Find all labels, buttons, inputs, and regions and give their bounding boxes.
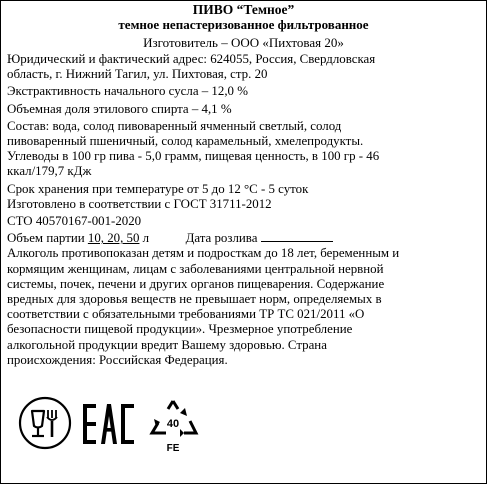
batch-prefix: Объем партии bbox=[7, 231, 88, 246]
warning-line-7: алкогольной продукции вредит Вашему здоровью. Страна bbox=[7, 337, 327, 352]
address-line-1: Юридический и фактический адрес: 624055, Россия, Свердловская bbox=[7, 52, 376, 66]
eac-mark-icon bbox=[81, 401, 137, 447]
bottling-date-label: Дата розлива bbox=[185, 231, 258, 246]
sto-code: СТО 40570167-001-2020 bbox=[7, 214, 142, 229]
composition-line-1: Состав: вода, солод пивоваренный ячменный светлый, солод bbox=[7, 118, 342, 133]
recycle-code: 40 bbox=[166, 418, 180, 430]
recycle-material: FE bbox=[166, 443, 180, 454]
product-title: ПИВО “Темное” bbox=[192, 2, 295, 17]
nutrition-line-1: Углеводы в 100 гр пива - 5,0 грамм, пищевая ценность, в 100 гр - 46 bbox=[7, 149, 380, 164]
warning-line-6: безопасности пищевой продукции». Чрезмерное употребление bbox=[7, 322, 353, 337]
batch-unit: л bbox=[139, 231, 150, 246]
warning-line-1: Алкоголь противопоказан детям и подросткам до 18 лет, беременным и bbox=[7, 246, 400, 261]
warning-line-2: кормящим женщинам, лицам с заболеваниями центральной нервной bbox=[7, 261, 384, 276]
recycle-icon bbox=[144, 395, 202, 459]
standard: Изготовлено в соответствии с ГОСТ 31711-2012 bbox=[7, 196, 272, 211]
composition-line-2: пивоваренный пшеничный, солод карамельный, хмелепродукты. bbox=[7, 134, 364, 149]
product-subtitle: темное непастеризованное фильтрованное bbox=[118, 17, 369, 32]
extractivity: Экстрактивность начального сусла – 12,0 % bbox=[7, 84, 248, 99]
warning-line-8: происхождения: Российская Федерация. bbox=[7, 352, 228, 367]
warning-line-4: вредных для здоровья веществ не превышает норм, определяемых в bbox=[7, 292, 382, 307]
shelf-life: Срок хранения при температуре от 5 до 12 °С - 5 суток bbox=[7, 181, 309, 196]
batch-line bbox=[7, 231, 483, 246]
address-line-2: область, г. Нижний Тагил, ул. Пихтовая, стр. 20 bbox=[7, 67, 268, 82]
warning-line-5: соответствии с обязательными требованиями ТР ТС 021/2011 «О bbox=[7, 307, 365, 322]
bottling-date-blank bbox=[261, 231, 333, 242]
batch-values: 10, 20, 50 bbox=[87, 231, 140, 246]
glass-fork-icon bbox=[17, 395, 73, 451]
warning-line-3: системы, почек, печени и других органов пищеварения. Содержание bbox=[7, 276, 385, 291]
manufacturer: Изготовитель – ООО «Пихтовая 20» bbox=[143, 35, 344, 50]
alcohol-content: Объемная доля этилового спирта – 4,1 % bbox=[7, 101, 232, 116]
nutrition-line-2: ккал/179,7 кДж bbox=[7, 164, 92, 179]
label-body bbox=[7, 52, 483, 368]
